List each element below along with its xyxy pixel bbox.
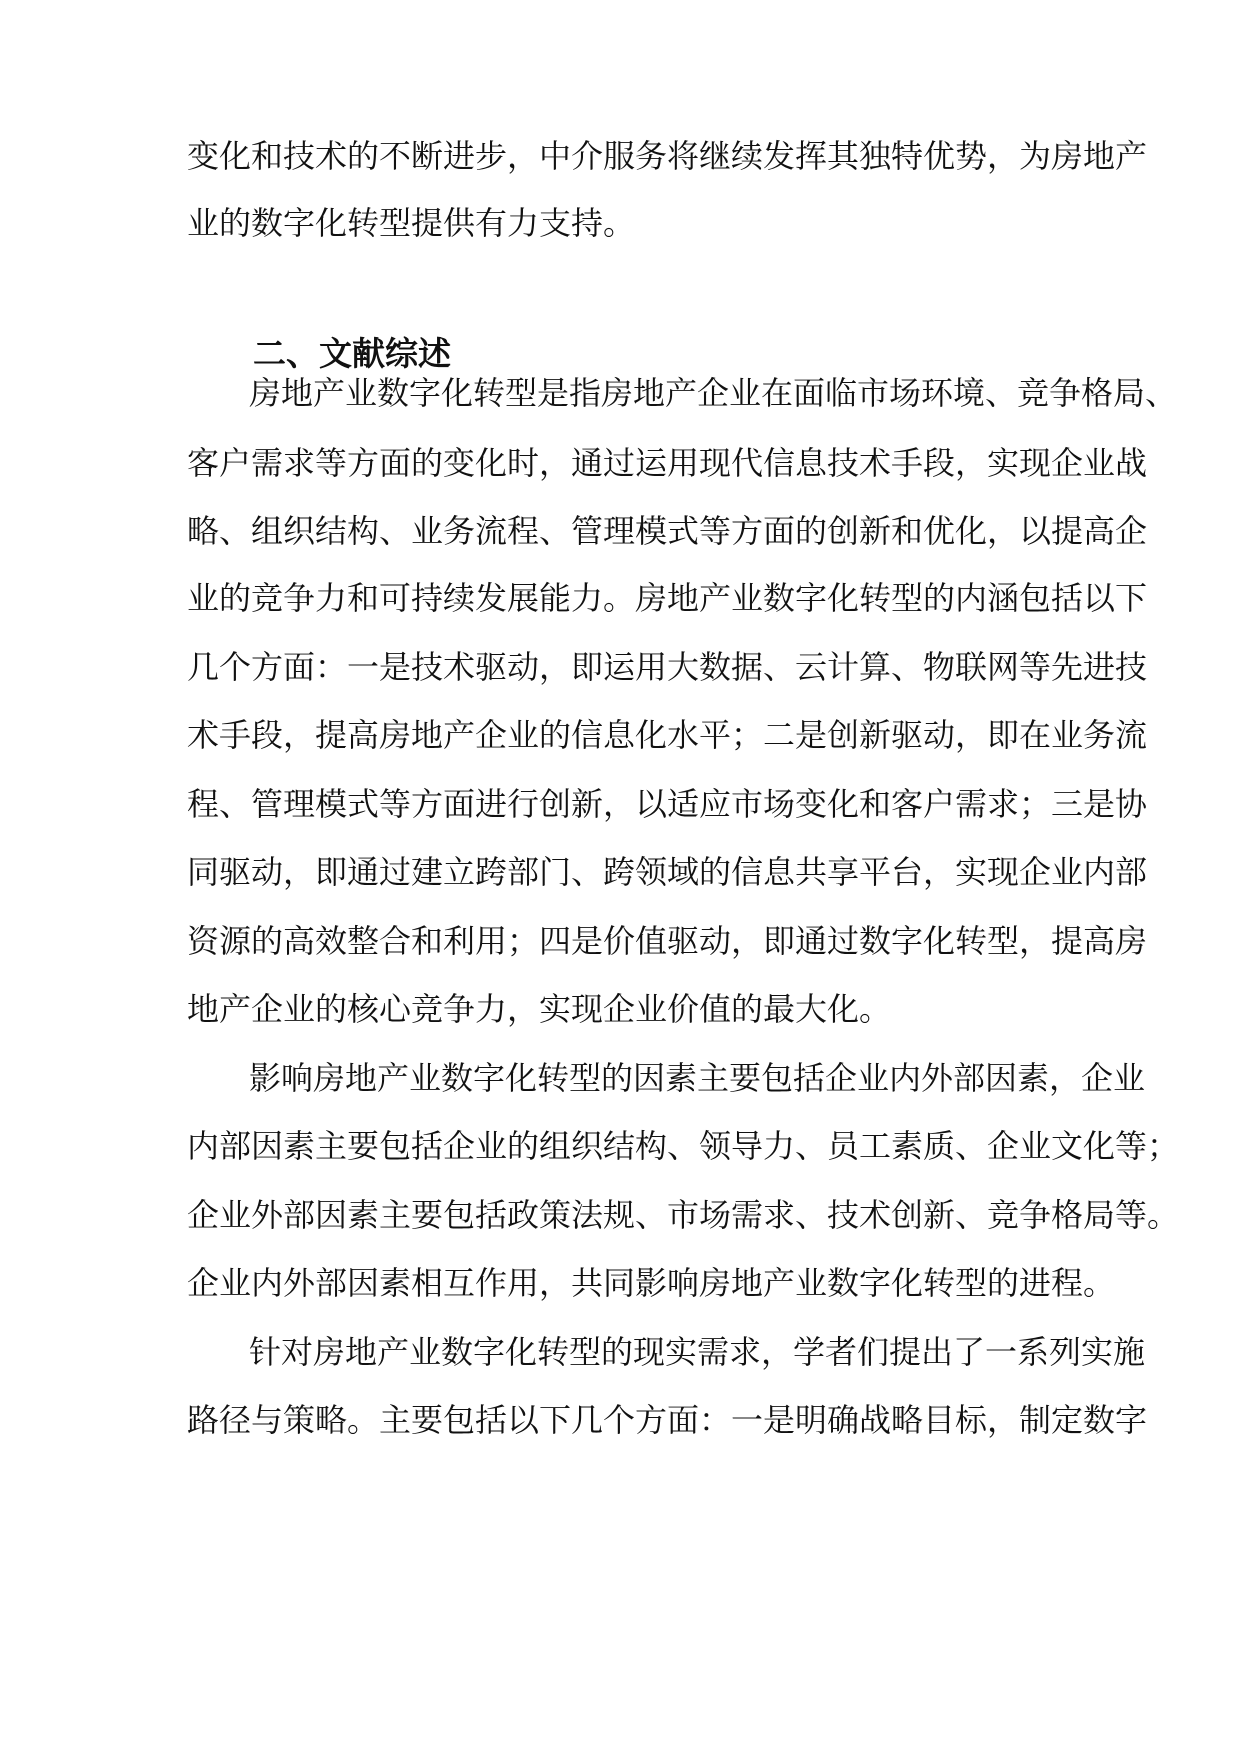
paragraph-line: 资源的高效整合和利用；四是价值驱动，即通过数字化转型，提高房	[187, 922, 1148, 960]
paragraph-line: 内部因素主要包括企业的组织结构、领导力、员工素质、企业文化等；	[187, 1127, 1180, 1165]
paragraph-line: 客户需求等方面的变化时，通过运用现代信息技术手段，实现企业战	[187, 444, 1148, 482]
paragraph-line: 针对房地产业数字化转型的现实需求，学者们提出了一系列实施	[249, 1333, 1146, 1371]
intro-line: 变化和技术的不断进步，中介服务将继续发挥其独特优势，为房地产	[187, 137, 1148, 175]
paragraph-line: 企业外部因素主要包括政策法规、市场需求、技术创新、竞争格局等。	[187, 1196, 1180, 1234]
section-heading: 二、文献综述	[253, 334, 451, 373]
paragraph-line: 程、管理模式等方面进行创新，以适应市场变化和客户需求；三是协	[187, 785, 1148, 823]
intro-line: 业的数字化转型提供有力支持。	[187, 204, 636, 242]
paragraph-line: 略、组织结构、业务流程、管理模式等方面的创新和优化，以提高企	[187, 512, 1148, 550]
paragraph-line: 同驱动，即通过建立跨部门、跨领域的信息共享平台，实现企业内部	[187, 853, 1148, 891]
paragraph-line: 几个方面：一是技术驱动，即运用大数据、云计算、物联网等先进技	[187, 648, 1148, 686]
paragraph-line: 路径与策略。主要包括以下几个方面：一是明确战略目标，制定数字	[187, 1401, 1148, 1439]
paragraph-line: 房地产业数字化转型是指房地产企业在面临市场环境、竞争格局、	[249, 374, 1178, 412]
paragraph-line: 术手段，提高房地产企业的信息化水平；二是创新驱动，即在业务流	[187, 716, 1148, 754]
paragraph-line: 业的竞争力和可持续发展能力。房地产业数字化转型的内涵包括以下	[187, 579, 1148, 617]
paragraph-line: 影响房地产业数字化转型的因素主要包括企业内外部因素，企业	[249, 1059, 1146, 1097]
paragraph-line: 地产企业的核心竞争力，实现企业价值的最大化。	[187, 990, 892, 1028]
paragraph-line: 企业内外部因素相互作用，共同影响房地产业数字化转型的进程。	[187, 1264, 1116, 1302]
